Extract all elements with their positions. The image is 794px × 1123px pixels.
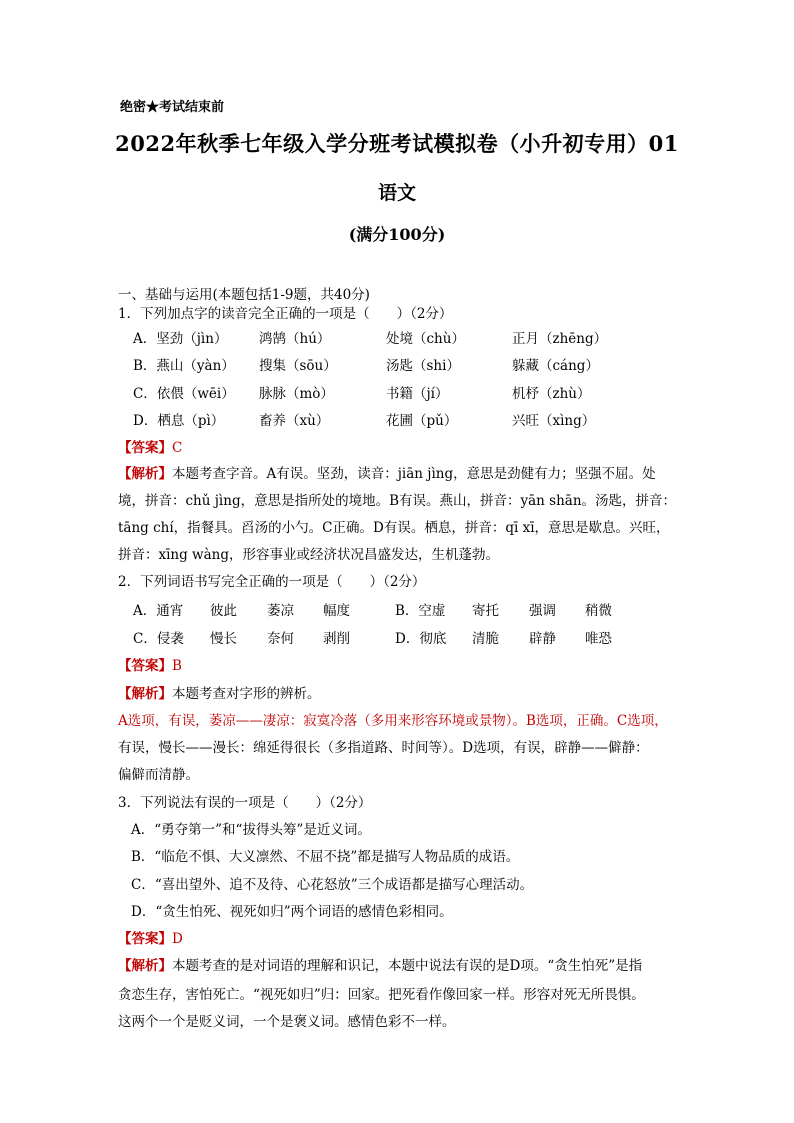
q2-word: 彼此 — [210, 603, 237, 619]
q2-answer-label: 【答案】 — [118, 658, 172, 674]
q1-analysis-line-2: 境，拼音：chǔ jìng，意思是指所处的境地。B有误。燕山，拼音：yān shān。汤匙，拼音： — [118, 493, 677, 509]
q2-word: D．彻底 — [395, 631, 447, 647]
q3-analysis-line-3: 这两个一个是贬义词，一个是褒义词。感情色彩不一样。 — [118, 1014, 456, 1030]
q2-analysis-label: 【解析】 — [118, 686, 172, 702]
q1-answer — [118, 436, 182, 456]
q3-option-d: D．“贪生怕死、视死如归”两个词语的感情色彩相同。 — [131, 904, 453, 920]
q1-answer-value: C — [172, 440, 183, 456]
q1-option-c4: 机杼（zhù） — [512, 386, 591, 402]
full-score: (满分100分) — [348, 225, 446, 244]
q1-option-a4: 正月（zhēng） — [512, 331, 608, 347]
q1-option-c2: 脉脉（mò） — [259, 386, 334, 402]
q2-analysis-line-2: A选项，有误，萎凉——凄凉：寂寞冷落（多用来形容环境或景物）。B选项，正确。C选项， — [118, 713, 668, 729]
q3-answer-label: 【答案】 — [118, 931, 172, 947]
q3-option-b: B．“临危不惧、大义凛然、不屈不挠”都是描写人物品质的成语。 — [131, 849, 520, 865]
q1-option-d3: 花圃（pǔ） — [386, 413, 458, 429]
q1-option-b4: 躲藏（cáng） — [512, 358, 599, 374]
page-title: 2022年秋季七年级入学分班考试模拟卷（小升初专用）01 — [115, 131, 679, 156]
q1-option-b2: 搜集（sōu） — [259, 358, 337, 374]
q2-stem: 2．下列词语书写完全正确的一项是（ ）（2分） — [118, 574, 426, 590]
q2-word: 奈何 — [267, 631, 294, 647]
q1-option-a1: A．坚劲（jìn） — [133, 331, 228, 347]
q3-answer-value: D — [172, 931, 183, 947]
q1-analysis-line-4: 拼音：xīng wàng，形容事业或经济状况昌盛发达，生机蓬勃。 — [118, 547, 499, 563]
q1-option-d4: 兴旺（xìng） — [512, 413, 596, 429]
q2-word: 剥削 — [323, 631, 350, 647]
q1-option-c3: 书籍（jí） — [386, 386, 449, 402]
q1-answer-label: 【答案】 — [118, 440, 172, 456]
q2-word: 萎凉 — [267, 603, 294, 619]
q1-option-a2: 鸿鹄（hú） — [259, 331, 331, 347]
q1-analysis-line-3: tāng chí，指餐具。舀汤的小勺。C正确。D有误。栖息，拼音：qī xī，意思是歇息。兴旺， — [118, 520, 670, 536]
q1-option-b1: B．燕山（yàn） — [133, 358, 235, 374]
q2-word: 寄托 — [472, 603, 499, 619]
q2-word: 唯恐 — [585, 631, 612, 647]
q3-answer — [118, 927, 183, 947]
q3-analysis-label: 【解析】 — [118, 958, 172, 974]
q3-stem: 3．下列说法有误的一项是（ ）（2分） — [118, 795, 372, 811]
q2-word: C．侵袭 — [133, 631, 184, 647]
subject-title: 语文 — [377, 182, 416, 204]
q1-option-c1: C．依偎（wēi） — [133, 386, 235, 402]
confidential-mark: 绝密★考试结束前 — [120, 100, 225, 115]
q2-word: 辟静 — [529, 631, 556, 647]
q2-word: 慢长 — [210, 631, 237, 647]
q1-stem: 1．下列加点字的读音完全正确的一项是（ ）（2分） — [118, 306, 453, 322]
section-heading: 一、基础与运用(本题包括1-9题，共40分) — [118, 287, 370, 303]
q2-word: A．通宵 — [133, 603, 184, 619]
q1-option-d1: D．栖息（pì） — [133, 413, 225, 429]
q2-word: 强调 — [529, 603, 556, 619]
q2-analysis-line-1: 【解析】本题考查对字形的辨析。 — [118, 686, 321, 702]
q2-word: 幅度 — [323, 603, 350, 619]
q2-answer-value: B — [172, 658, 182, 674]
q3-analysis-line-2: 贪恋生存，害怕死亡。“视死如归”归：回家。把死看作像回家一样。形容对死无所畏惧。 — [118, 987, 645, 1003]
q2-word: 稍微 — [585, 603, 612, 619]
q2-word: 清脆 — [472, 631, 499, 647]
q2-analysis-line-3: 有误，慢长——漫长：绵延得很长（多指道路、时间等）。D选项，有误，辟静——僻静： — [118, 740, 649, 756]
q2-answer — [118, 654, 182, 674]
q3-option-c: C．“喜出望外、追不及待、心花怒放”三个成语都是描写心理活动。 — [131, 877, 534, 893]
q1-analysis-label: 【解析】 — [118, 466, 172, 482]
q1-option-a3: 处境（chù） — [386, 331, 465, 347]
q3-analysis-line-1: 【解析】本题考查的是对词语的理解和识记，本题中说法有误的是D项。“贪生怕死”是指 — [118, 958, 643, 974]
q1-option-d2: 畜养（xù） — [259, 413, 330, 429]
q1-analysis-line-1: 【解析】本题考查字音。A有误。坚劲，读音：jiān jìng，意思是劲健有力；坚强不屈。处 — [118, 466, 656, 482]
q2-word: B．空虚 — [395, 603, 446, 619]
q3-option-a: A．“勇夺第一”和“拔得头筹”是近义词。 — [131, 822, 371, 838]
q2-analysis-line-4: 偏僻而清静。 — [118, 767, 199, 783]
q1-option-b3: 汤匙（shi） — [386, 358, 460, 374]
